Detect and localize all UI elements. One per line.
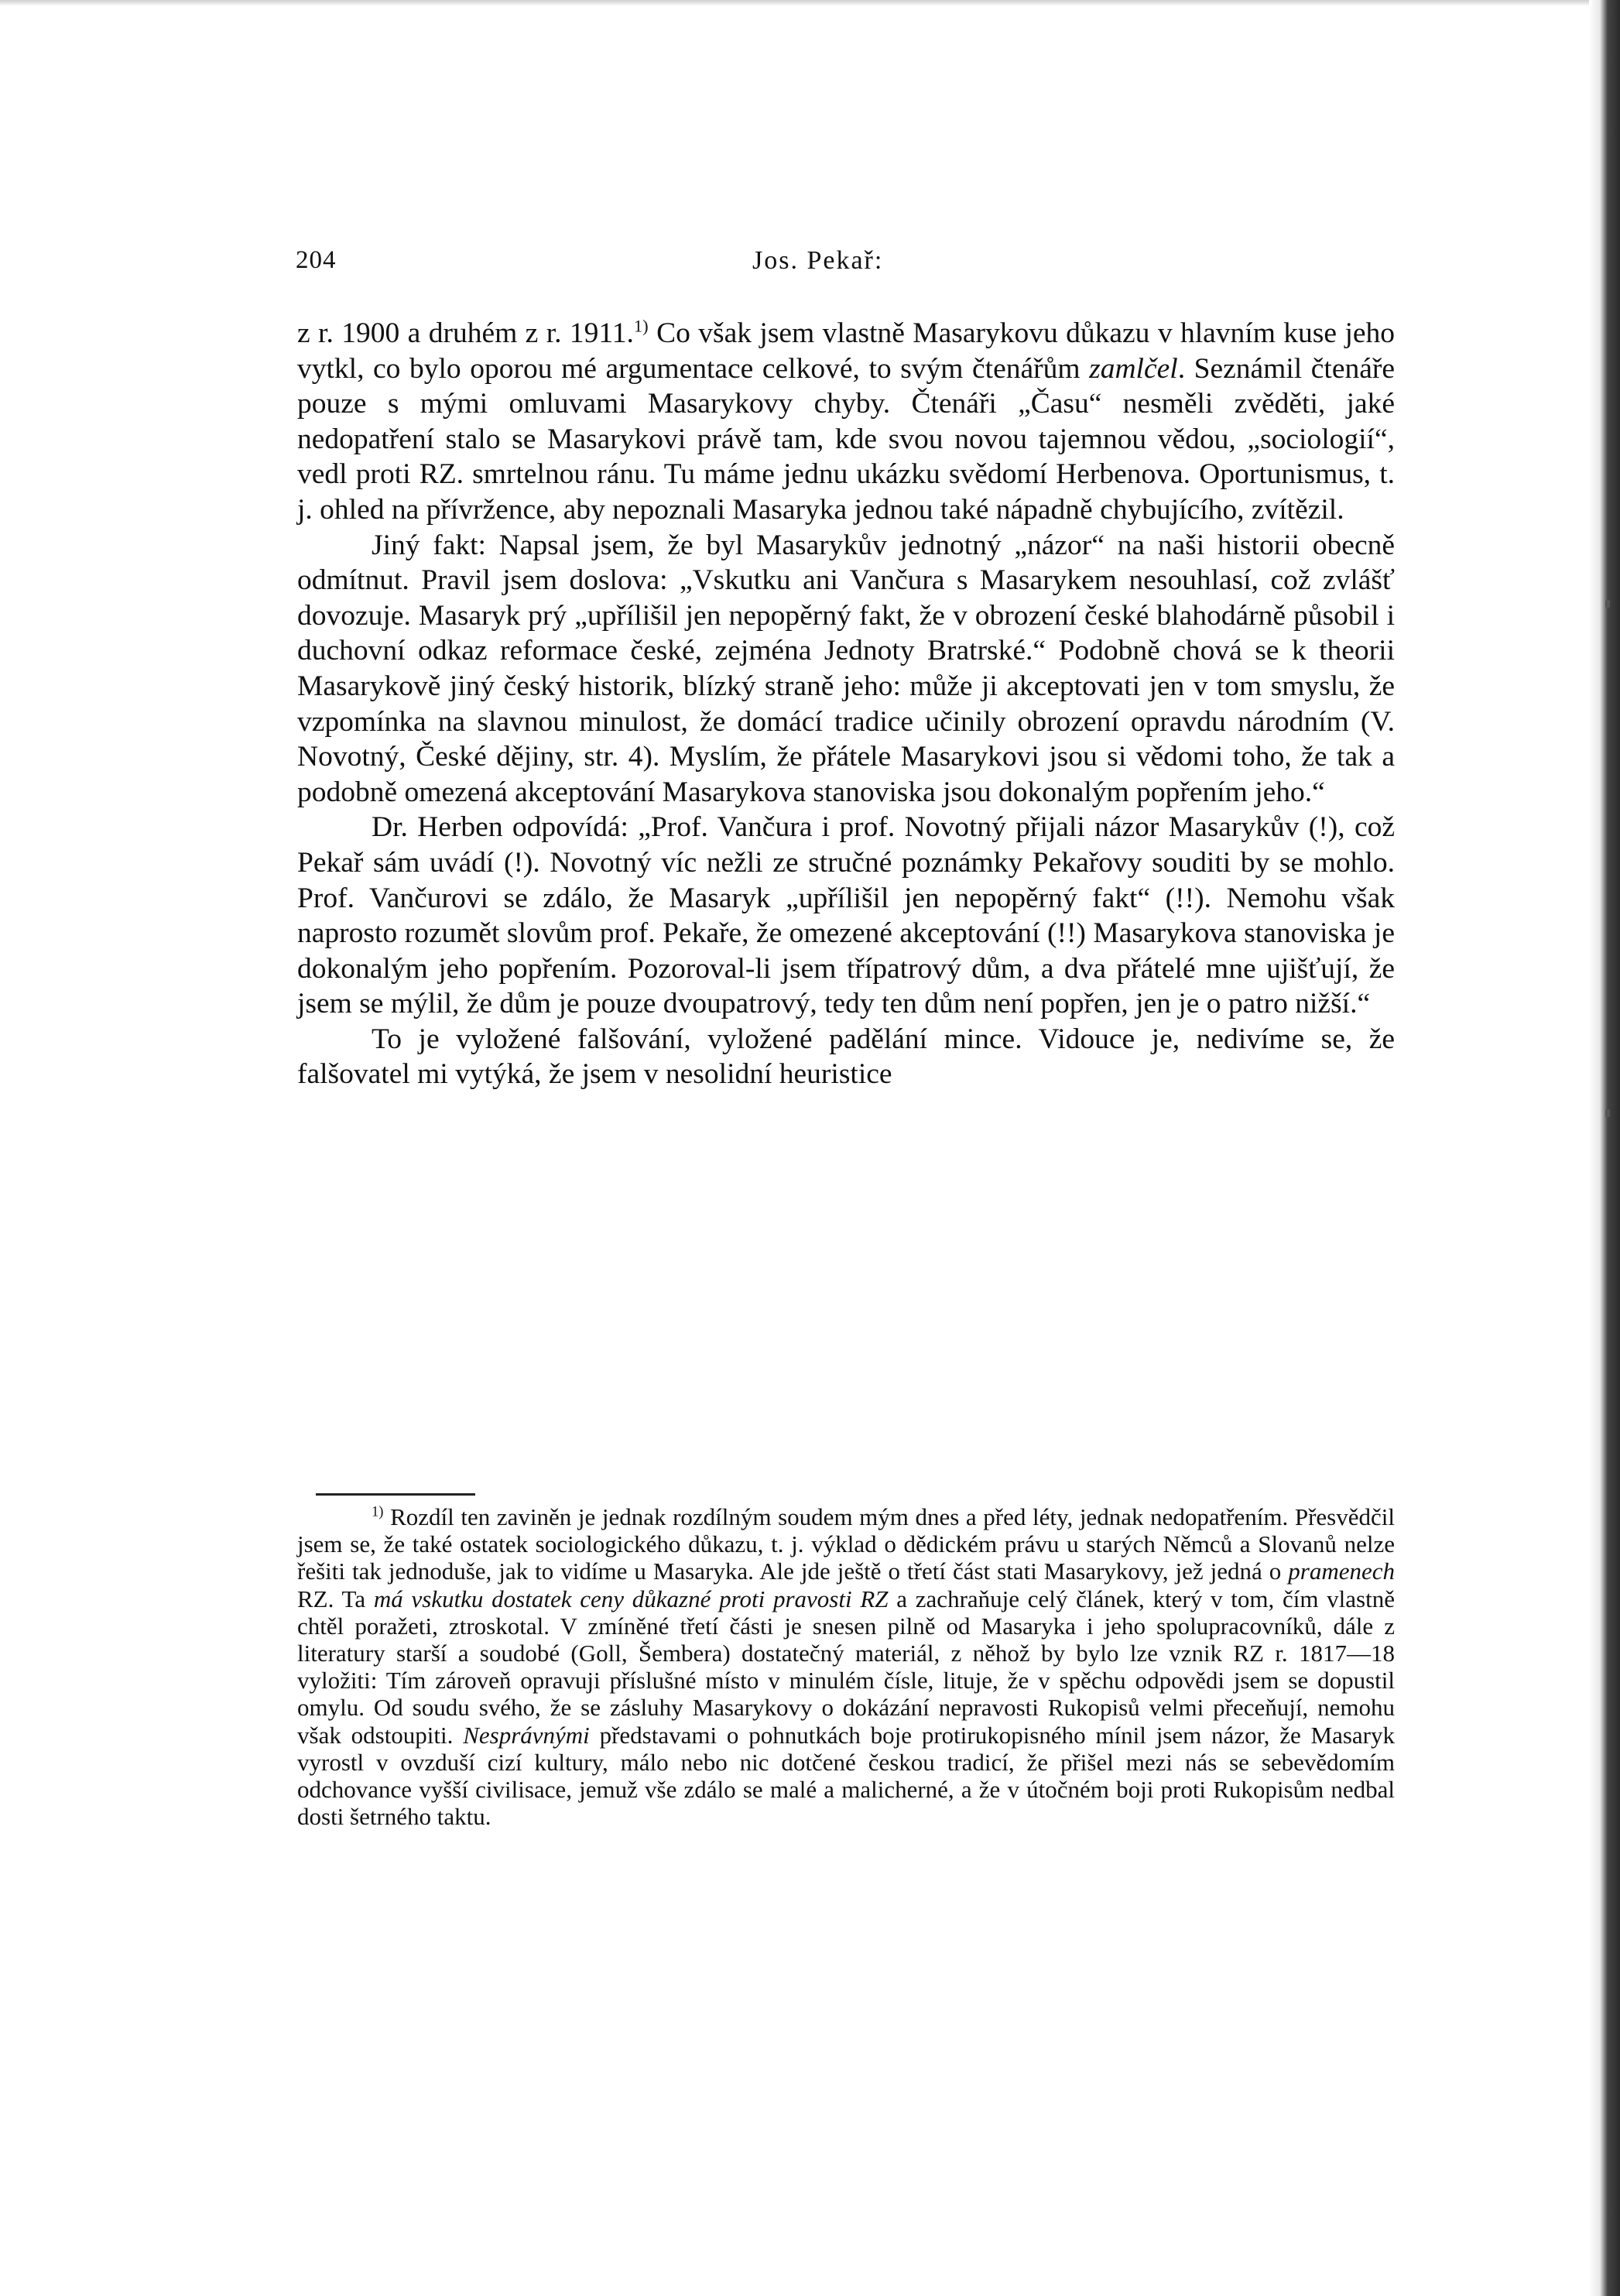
footnote-rule (316, 1493, 475, 1496)
text-run: představami o pohnutkách boje protirukopisného mínil jsem názor, že Masaryk vyrostl v ovzduší cizí kultury, málo nebo nic dotčené českou tradicí, že přišel mezi nás se sebevědomím odchovance vyšší civilisace, jemuž vše zdálo se malé a malicherné, a že v útočném boji proti Rukopisům nedbal dosti šetrného taktu. (297, 1721, 1395, 1831)
page-header (296, 246, 1395, 285)
footnote-mark: 1) (372, 1503, 384, 1520)
text-run: a zachraňuje celý článek, který v tom, čím vlastně chtěl poražeti, ztroskotal. V zmíněné třetí části je snesen pilně od Masaryka i jeho spolupracovníků, dále z literatury starší a soudobé (Goll, Šembera) dostatečný materiál, z něhož by bylo lze vznik RZ r. 1817—18 vyložiti: Tím zároveň opravuji příslušné místo v minulém čísle, lituje, že v spěchu odpovědi jsem se dopustil omylu. Od soudu svého, že se zásluhy Masarykovy o dokázání nepravosti Rukopisů velmi přeceňují, nemohu však odstoupiti. (297, 1585, 1395, 1749)
text-run: Co však jsem vlastně Masarykovu důkazu v hlavním kuse jeho vytkl, co bylo oporou mé argumentace celkové, to svým čtenářům (297, 317, 1396, 385)
paragraph-3: Dr. Herben odpovídá: „Prof. Vančura i prof. Novotný přijali názor Masarykův (!), což Pekař sám uvádí (!). Novotný víc nežli ze stručné poznámky Pekařovy souditi by se mohlo. Prof. Vančurovi se zdálo, že Masaryk „upřílišil jen nepopěrný fakt“ (!!). Nemohu však naprosto rozumět slovům prof. Pekaře, že omezené akceptování (!!) Masarykova stanoviska je dokonalým jeho popřením. Pozoroval-li jsem třípatrový dům, a dva přátelé mne ujišťují, že jsem se mýlil, že dům je pouze dvoupatrový, tedy ten dům není popřen, jen je o patro nižší.“ (297, 811, 1395, 1020)
text-run: RZ. Ta (297, 1585, 374, 1612)
emphasis: Nesprávnými (463, 1721, 590, 1749)
paragraph-2: Jiný fakt: Napsal jsem, že byl Masarykův jednotný „názor“ na naši historii obecně odmítnut. Pravil jsem doslova: „Vskutku ani Vančura s Masarykem nesouhlasí, což zvlášť dovozuje. Masaryk prý „upřílišil jen nepopěrný fakt, že v obrození české blahodárně působil i duchovní odkaz reformace české, zejména Jednoty Bratrské.“ Podobně chová se k theorii Masarykově jiný český historik, blízký straně jeho: může ji akceptovati jen v tom smyslu, že vzpomínka na slavnou minulost, že domácí tradice učinily obrození opravdu národním (V. Novotný, České dějiny, str. 4). Myslím, že přátele Masarykovi jsou si vědomi toho, že tak a podobně omezená akceptování Masarykova stanoviska jsou dokonalým popřením jeho.“ (297, 529, 1395, 808)
emphasis: pramenech (1288, 1558, 1395, 1585)
scan-speck (1605, 1109, 1610, 1117)
scan-speck (1605, 600, 1610, 608)
page-number: 204 (296, 246, 337, 274)
text-run: Rozdíl ten zaviněn je jednak rozdílným soudem mým dnes a před léty, jednak nedopatřením. Přesvědčil jsem se, že také ostatek sociologického důkazu, t. j. výklad o dědickém právu u starých Němců a Slovanů nelze řešiti tak jednoduše, jak to vidíme u Masaryka. Ale jde ještě o třetí část stati Masarykovy, jež jedná o (297, 1503, 1395, 1585)
paragraph-4: To je vyložené falšování, vyložené padělání mince. Vidouce je, nedivíme se, že falšovatel mi vytýká, že jsem v nesolidní heuristice (297, 1023, 1395, 1091)
paragraph-1 (297, 316, 1395, 528)
scan-edge-top (0, 0, 1620, 6)
footnote-1 (297, 1503, 1395, 1830)
footnotes (297, 1503, 1395, 1830)
running-head: Jos. Pekař: (752, 246, 884, 275)
emphasis: zamlčel (1089, 352, 1178, 385)
footnote-reference: 1) (633, 316, 649, 336)
emphasis: má vskutku dostatek ceny důkazné proti pravosti RZ (373, 1585, 889, 1612)
text-run: z r. 1900 a druhém z r. 1911. (297, 317, 634, 349)
main-text (297, 316, 1395, 1092)
scan-edge-right (1589, 0, 1620, 2296)
text-run: . Seznámil čtenáře pouze s mými omluvami Masarykovy chyby. Čtenáři „Času“ nesměli zvěděti, jaké nedopatření stalo se Masarykovi právě tam, kde svou novou tajemnou vědou, „sociologií“, vedl proti RZ. smrtelnou ránu. Tu máme jednu ukázku svědomí Herbenova. Oportunismus, t. j. ohled na přívržence, aby nepoznali Masaryka jednou také nápadně chybujícího, zvítězil. (297, 352, 1395, 526)
